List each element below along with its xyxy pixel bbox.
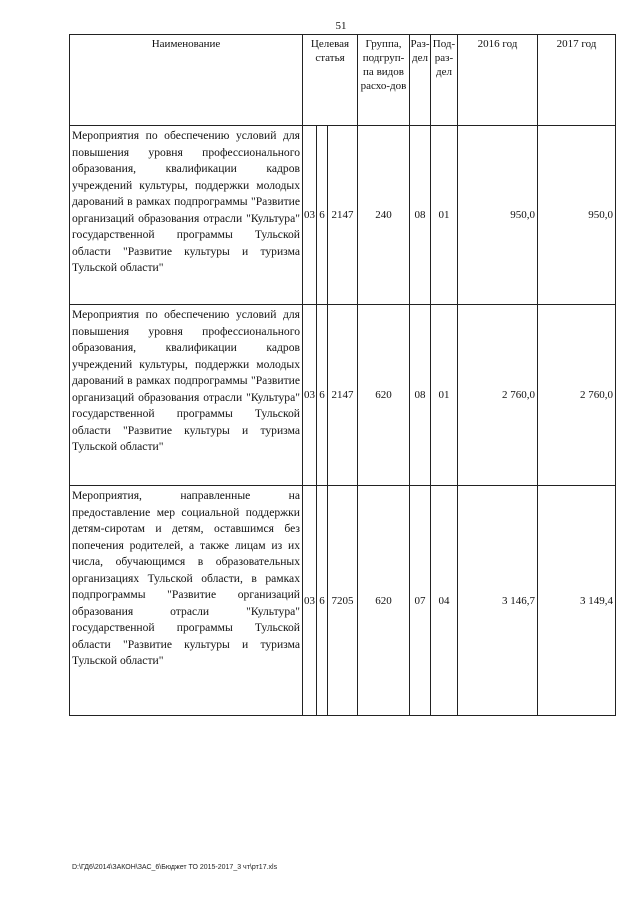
table-header-row bbox=[70, 35, 616, 126]
row-code-subprogram: 6 bbox=[317, 126, 328, 305]
row-amount-2016: 2 760,0 bbox=[458, 305, 538, 486]
page-number: 51 bbox=[335, 20, 347, 32]
row-amount-2017: 3 149,4 bbox=[538, 486, 616, 716]
header-subsection: Под-раз-дел bbox=[431, 35, 458, 126]
row-code-direction: 2147 bbox=[328, 126, 358, 305]
row-code-subprogram: 6 bbox=[317, 486, 328, 716]
row-section: 08 bbox=[410, 126, 431, 305]
row-amount-2016: 950,0 bbox=[458, 126, 538, 305]
row-section: 07 bbox=[410, 486, 431, 716]
row-code-direction: 2147 bbox=[328, 305, 358, 486]
row-code-subprogram: 6 bbox=[317, 305, 328, 486]
table-row bbox=[70, 486, 616, 716]
header-year-2017: 2017 год bbox=[538, 35, 616, 126]
row-name: Мероприятия по обеспечению условий для повышения уровня профессионального образования, квалификации кадров учреждений культуры, поддержки молодых дарований в рамках подпрограммы "Развитие организаций образования отрасли "Культура" государственной программы Тульской области "Развитие культуры и туризма Тульской области" bbox=[70, 305, 303, 486]
header-year-2016: 2016 год bbox=[458, 35, 538, 126]
table-row bbox=[70, 305, 616, 486]
row-name: Мероприятия по обеспечению условий для повышения уровня профессионального образования, квалификации кадров учреждений культуры, поддержки молодых дарований в рамках подпрограммы "Развитие организаций образования отрасли "Культура" государственной программы Тульской области "Развитие культуры и туризма Тульской области" bbox=[70, 126, 303, 305]
row-name: Мероприятия, направленные на предоставление мер социальной поддержки детям-сиротам и детям, оставшимся без попечения родителей, а также лицам из их числа, обучающимся в образовательных организациях Тульской области, в рамках подпрограммы "Развитие организаций образования отрасли "Культура" государственной программы Тульской области "Развитие культуры и туризма Тульской области" bbox=[70, 486, 303, 716]
header-name: Наименование bbox=[70, 35, 303, 126]
row-code-program: 03 bbox=[303, 305, 317, 486]
row-amount-2017: 950,0 bbox=[538, 126, 616, 305]
row-section: 08 bbox=[410, 305, 431, 486]
row-code-program: 03 bbox=[303, 486, 317, 716]
row-code-program: 03 bbox=[303, 126, 317, 305]
budget-table bbox=[69, 34, 616, 716]
header-section: Раз-дел bbox=[410, 35, 431, 126]
footer-file-path: D:\ГД6\2014\ЗАКОН\ЗАС_6\Бюджет ТО 2015-2017_3 чт\рт17.xls bbox=[72, 864, 278, 871]
row-subsection: 04 bbox=[431, 486, 458, 716]
row-expense-group: 620 bbox=[358, 305, 410, 486]
row-expense-group: 240 bbox=[358, 126, 410, 305]
row-code-direction: 7205 bbox=[328, 486, 358, 716]
row-expense-group: 620 bbox=[358, 486, 410, 716]
header-expense-group: Группа, подгруп-па видов расхо-дов bbox=[358, 35, 410, 126]
row-amount-2017: 2 760,0 bbox=[538, 305, 616, 486]
header-target-article: Целевая статья bbox=[303, 35, 358, 126]
row-subsection: 01 bbox=[431, 305, 458, 486]
table-row bbox=[70, 126, 616, 305]
row-subsection: 01 bbox=[431, 126, 458, 305]
row-amount-2016: 3 146,7 bbox=[458, 486, 538, 716]
